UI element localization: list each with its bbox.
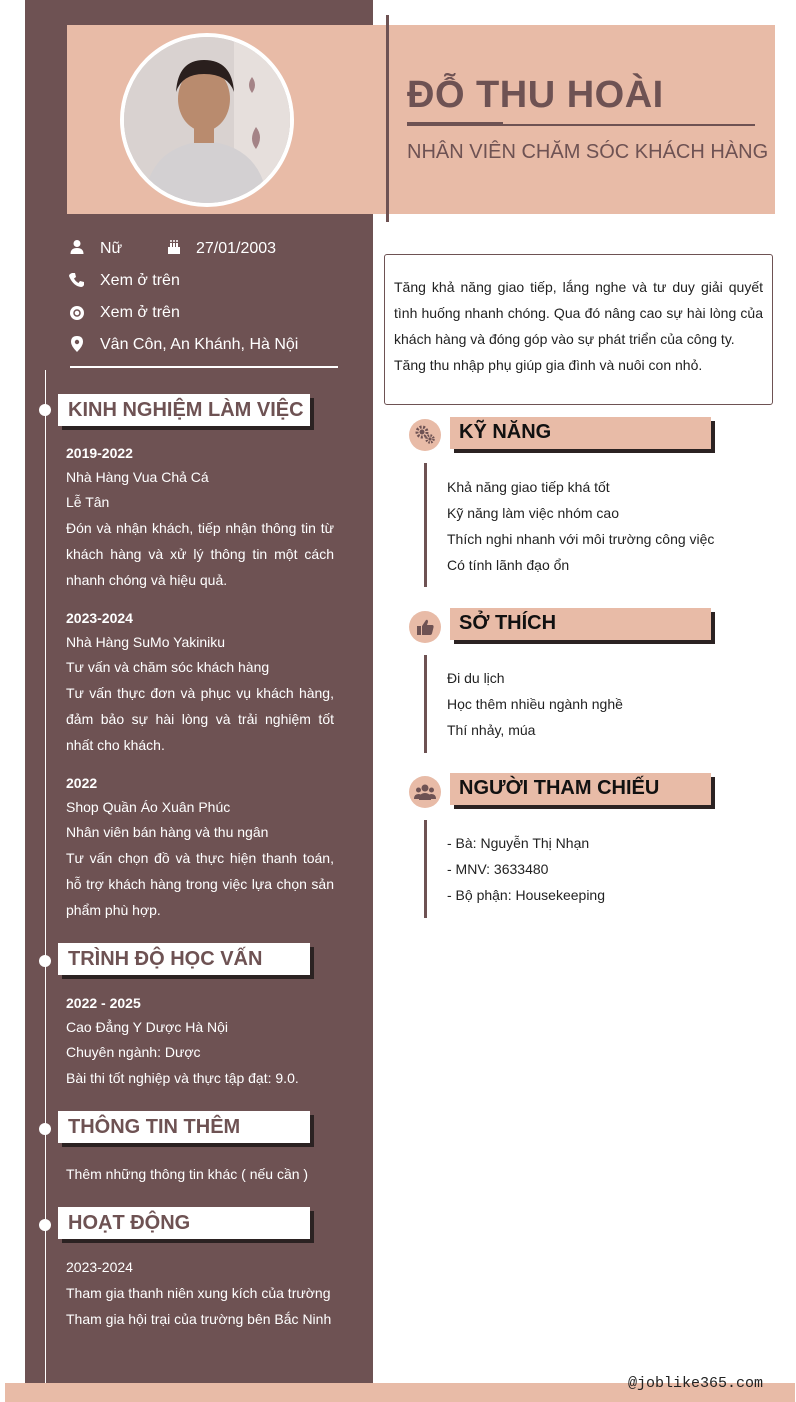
additional-heading-text: THÔNG TIN THÊM	[68, 1116, 241, 1138]
contact-divider	[70, 366, 338, 368]
exp-company: Nhà Hàng SuMo Yakiniku	[66, 634, 226, 650]
email-icon	[69, 305, 85, 321]
footer-watermark: @joblike365.com	[628, 1375, 764, 1392]
activities-heading-text: HOẠT ĐỘNG	[68, 1212, 191, 1234]
timeline-line	[45, 370, 46, 1402]
activity-item: Tham gia thanh niên xung kích của trường	[66, 1285, 331, 1301]
hobbies-heading	[450, 608, 711, 640]
education-heading	[58, 943, 310, 975]
exp-role: Tư vấn và chăm sóc khách hàng	[66, 659, 270, 675]
reference-item: - Bà: Nguyễn Thị Nhạn	[447, 835, 590, 851]
exp-role: Lễ Tân	[66, 494, 110, 510]
references-heading	[450, 773, 711, 805]
activity-period: 2023-2024	[66, 1259, 133, 1275]
hobbies-heading-text: SỞ THÍCH	[459, 612, 557, 634]
candidate-name: ĐỖ THU HOÀI	[407, 74, 664, 116]
hobbies-icon-badge	[409, 611, 441, 643]
header-divider	[386, 15, 389, 222]
exp-desc: Đón và nhận khách, tiếp nhận thông tin từ khách hàng và xử lý thông tin một cách nhanh chóng và hiệu quả.	[66, 520, 334, 588]
additional-text: Thêm những thông tin khác ( nếu cần )	[66, 1166, 309, 1182]
references-rule	[424, 820, 427, 918]
timeline-dot	[39, 1123, 51, 1135]
edu-school: Cao Đẳng Y Dược Hà Nội	[66, 1019, 228, 1035]
job-title: NHÂN VIÊN CHĂM SÓC KHÁCH HÀNG	[407, 141, 769, 163]
additional-heading	[58, 1111, 310, 1143]
objective-paragraph: Tăng khả năng giao tiếp, lắng nghe và tư duy giải quyết tình huống nhanh chóng. Qua đó nâng cao sự hài lòng của khách hàng và đóng góp vào sự phát triển của công ty.	[394, 279, 763, 347]
edu-major: Chuyên ngành: Dược	[66, 1044, 201, 1060]
skill-item: Khả năng giao tiếp khá tốt	[447, 479, 610, 495]
exp-desc: Tư vấn chọn đồ và thực hiện thanh toán, hỗ trợ khách hàng trong việc lựa chọn sản phẩm phù hợp.	[66, 850, 334, 918]
activity-item: Tham gia hội trại của trường bên Bắc Ninh	[66, 1311, 332, 1327]
skills-rule	[424, 463, 427, 587]
activities-heading	[58, 1207, 310, 1239]
people-icon	[409, 776, 441, 808]
edu-result: Bài thi tốt nghiệp và thực tập đạt: 9.0.	[66, 1070, 299, 1086]
references-icon-badge	[409, 776, 441, 808]
edu-period: 2022 - 2025	[66, 995, 141, 1011]
skills-heading	[450, 417, 711, 449]
reference-item: - MNV: 3633480	[447, 861, 549, 877]
birthday-value: 27/01/2003	[196, 240, 277, 257]
address-value: Vân Côn, An Khánh, Hà Nội	[100, 336, 299, 353]
thumbs-up-icon	[409, 611, 441, 643]
phone-icon	[69, 272, 85, 288]
career-objective	[384, 254, 773, 405]
email-value[interactable]: Xem ở trên	[100, 304, 180, 321]
skill-item: Thích nghi nhanh với môi trường công việc	[447, 531, 715, 547]
exp-period: 2019-2022	[66, 445, 133, 461]
exp-period: 2022	[66, 775, 98, 791]
hobby-item: Đi du lịch	[447, 670, 505, 686]
skills-heading-text: KỸ NĂNG	[459, 421, 552, 443]
hobbies-rule	[424, 655, 427, 753]
cake-icon	[166, 239, 182, 255]
gender-value: Nữ	[100, 240, 123, 257]
objective-paragraph: Tăng thu nhập phụ giúp gia đình và nuôi con nhỏ.	[394, 357, 703, 373]
avatar	[120, 33, 294, 207]
phone-value[interactable]: Xem ở trên	[100, 272, 180, 289]
experience-heading	[58, 394, 310, 426]
exp-period: 2023-2024	[66, 610, 133, 626]
exp-company: Nhà Hàng Vua Chả Cá	[66, 469, 209, 485]
references-heading-text: NGƯỜI THAM CHIẾU	[459, 777, 660, 799]
skill-item: Kỹ năng làm việc nhóm cao	[447, 505, 619, 521]
gears-icon	[409, 419, 441, 451]
timeline-dot	[39, 1219, 51, 1231]
exp-role: Nhân viên bán hàng và thu ngân	[66, 824, 269, 840]
exp-company: Shop Quần Áo Xuân Phúc	[66, 799, 231, 815]
skill-item: Có tính lãnh đạo ổn	[447, 557, 570, 573]
reference-item: - Bộ phận: Housekeeping	[447, 887, 605, 903]
timeline-dot	[39, 955, 51, 967]
location-icon	[69, 336, 85, 352]
exp-desc: Tư vấn thực đơn và phục vụ khách hàng, đảm bảo sự hài lòng và trải nghiệm tốt nhất cho khách.	[66, 685, 334, 753]
timeline-dot	[39, 404, 51, 416]
user-icon	[69, 239, 85, 255]
hobby-item: Thí nhảy, múa	[447, 722, 536, 738]
name-underline-accent	[407, 122, 503, 126]
education-heading-text: TRÌNH ĐỘ HỌC VẤN	[68, 948, 263, 970]
hobby-item: Học thêm nhiều ngành nghề	[447, 696, 623, 712]
experience-heading-text: KINH NGHIỆM LÀM VIỆC	[68, 399, 304, 421]
skills-icon-badge	[409, 419, 441, 451]
